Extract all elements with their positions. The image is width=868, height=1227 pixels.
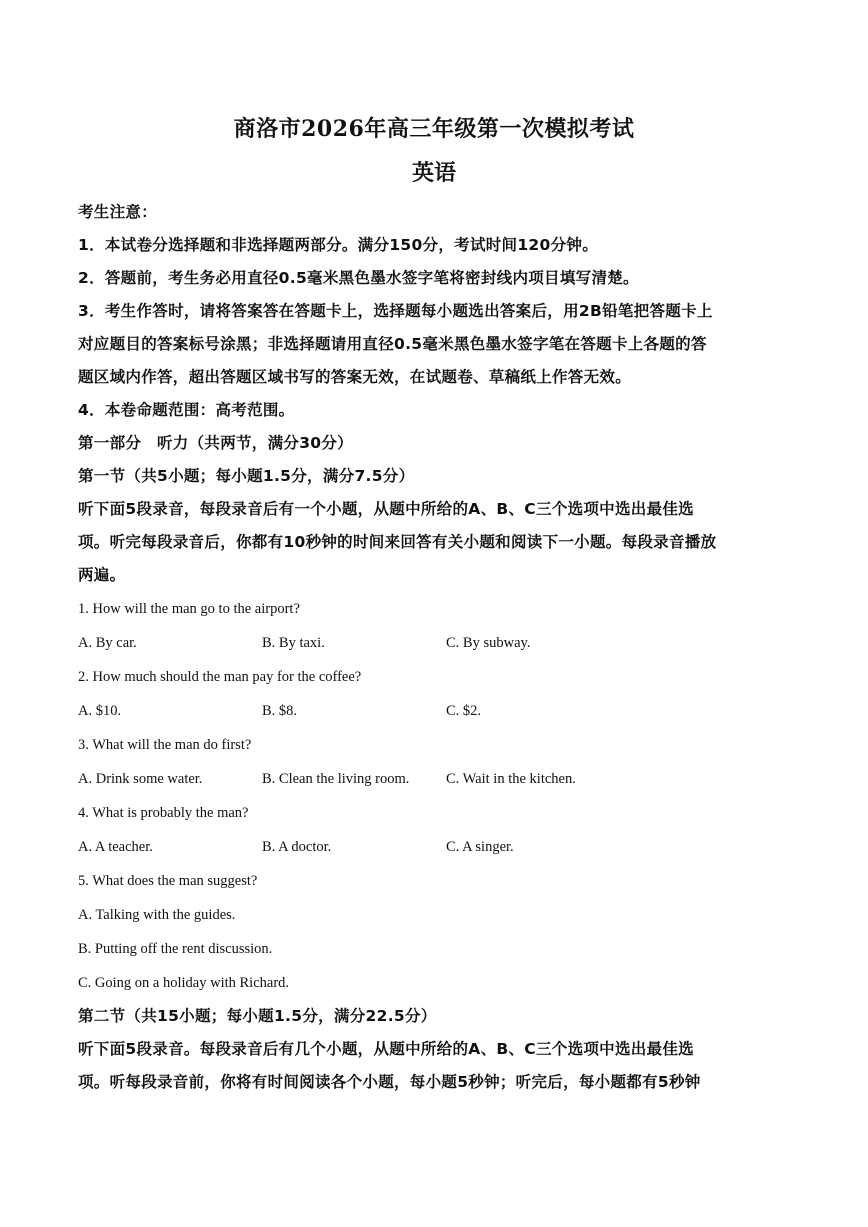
question-3-option-c: C. Wait in the kitchen.: [446, 771, 576, 787]
question-2-stem: 2. How much should the man pay for the coffee?: [78, 669, 362, 685]
question-5-option-a: A. Talking with the guides.: [78, 907, 236, 923]
question-1-options: [78, 626, 790, 660]
question-3-option-b: B. Clean the living room.: [262, 771, 410, 787]
question-3-stem: 3. What will the man do first?: [78, 737, 252, 753]
section2-instruction-line-2: 项。听每段录音前，你将有时间阅读各个小题，每小题5秒钟；听完后，每小题都有5秒钟: [78, 1073, 701, 1091]
notice-heading: 考生注意：: [78, 203, 158, 221]
section1-instruction-line-1: 听下面5段录音，每段录音后有一个小题，从题中所给的A、B、C三个选项中选出最佳选: [78, 500, 694, 518]
question-4-options: [78, 830, 790, 864]
question-4-option-c: C. A singer.: [446, 839, 514, 855]
question-3-options: [78, 762, 790, 796]
notice-item-3-line-1: 3．考生作答时，请将答案答在答题卡上，选择题每小题选出答案后，用2B铅笔把答题卡上: [78, 302, 713, 320]
notice-item-2: 2．答题前，考生务必用直径0.5毫米黑色墨水签字笔将密封线内项目填写清楚。: [78, 269, 639, 287]
question-3-option-a: A. Drink some water.: [78, 771, 203, 787]
question-4-option-b: B. A doctor.: [262, 839, 332, 855]
exam-title: 商洛市2026年高三年级第一次模拟考试: [233, 116, 635, 142]
part1-heading: 第一部分 听力（共两节，满分30分）: [78, 434, 353, 452]
question-4-stem: 4. What is probably the man?: [78, 805, 249, 821]
question-5-stem: 5. What does the man suggest?: [78, 873, 258, 889]
notice-item-4: 4．本卷命题范围：高考范围。: [78, 401, 295, 419]
question-1-stem: 1. How will the man go to the airport?: [78, 601, 300, 617]
section1-heading: 第一节（共5小题；每小题1.5分，满分7.5分）: [78, 467, 415, 485]
notice-item-3-line-2: 对应题目的答案标号涂黑；非选择题请用直径0.5毫米黑色墨水签字笔在答题卡上各题的答: [78, 335, 707, 353]
section2-instruction-line-1: 听下面5段录音。每段录音后有几个小题，从题中所给的A、B、C三个选项中选出最佳选: [78, 1040, 694, 1058]
section1-instruction-line-2: 项。听完每段录音后，你都有10秒钟的时间来回答有关小题和阅读下一小题。每段录音播放: [78, 533, 717, 551]
notice-item-3-line-3: 题区域内作答，超出答题区域书写的答案无效，在试题卷、草稿纸上作答无效。: [78, 368, 632, 386]
question-2-option-a: A. $10.: [78, 703, 122, 719]
question-5-option-b: B. Putting off the rent discussion.: [78, 941, 273, 957]
question-4-option-a: A. A teacher.: [78, 839, 153, 855]
exam-page: [78, 112, 790, 1099]
question-2-options: [78, 694, 790, 728]
question-1-option-a: A. By car.: [78, 635, 137, 651]
exam-subject: 英语: [411, 160, 456, 186]
section2-heading: 第二节（共15小题；每小题1.5分，满分22.5分）: [78, 1007, 437, 1025]
section1-instruction-line-3: 两遍。: [78, 566, 126, 584]
question-5-option-c: C. Going on a holiday with Richard.: [78, 975, 290, 991]
question-2-option-b: B. $8.: [262, 703, 298, 719]
question-2-option-c: C. $2.: [446, 703, 482, 719]
notice-item-1: 1．本试卷分选择题和非选择题两部分。满分150分，考试时间120分钟。: [78, 236, 598, 254]
question-1-option-b: B. By taxi.: [262, 635, 325, 651]
question-1-option-c: C. By subway.: [446, 635, 531, 651]
